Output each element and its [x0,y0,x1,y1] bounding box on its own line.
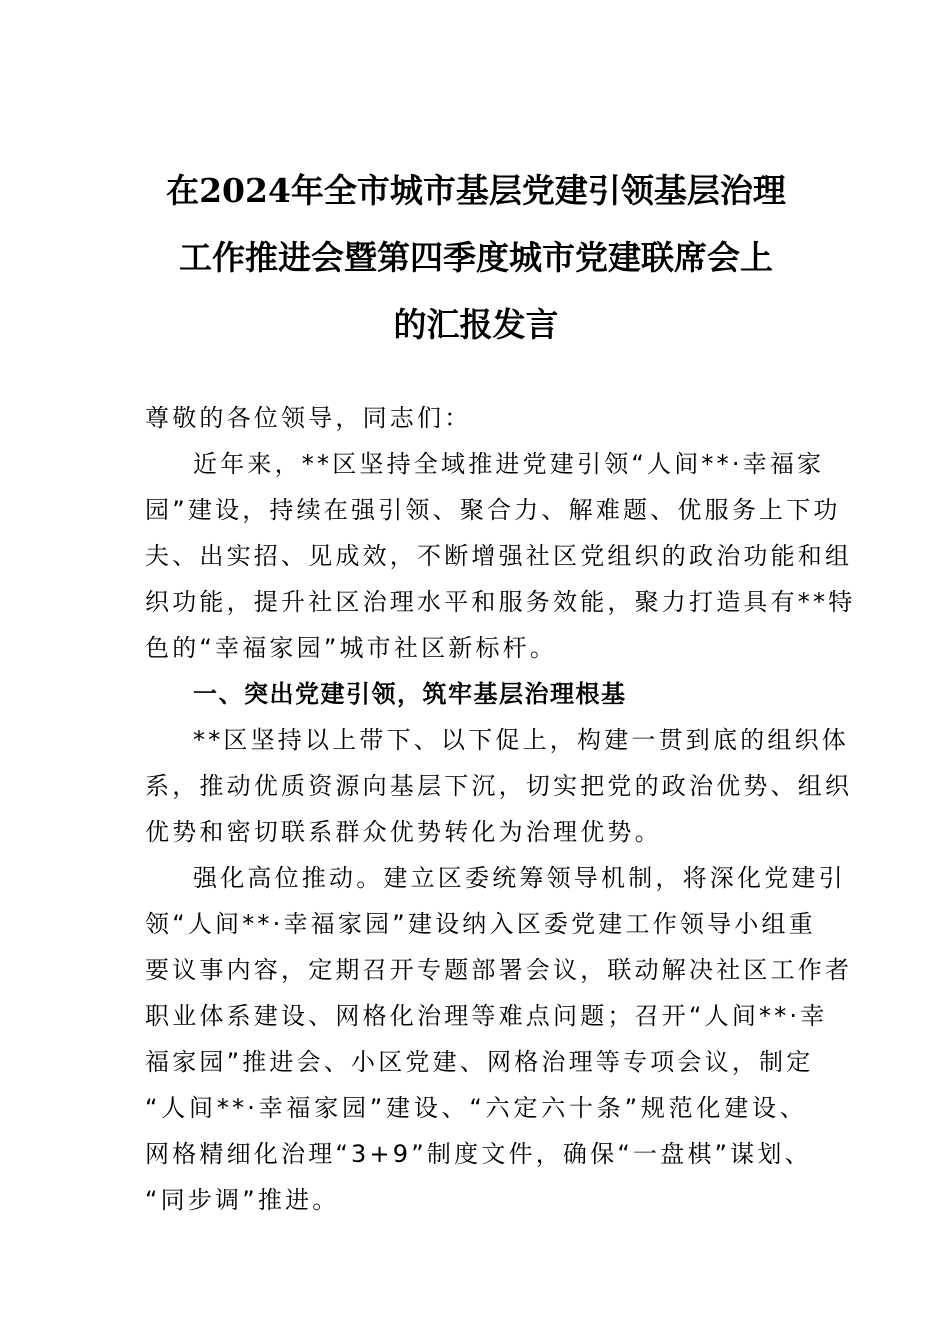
intro-line-4: 织功能，提升社区治理水平和服务效能，聚力打造具有**特 [145,588,856,616]
s1p2-line-1: 强化高位推动。建立区委统筹领导机制，将深化党建引 [193,864,846,892]
title-line-1: 在2024年全市城市基层党建引领基层治理 [166,171,786,210]
intro-line-3: 夫、出实招、见成效，不断增强社区党组织的政治功能和组 [145,542,853,570]
document-body [145,395,856,1223]
s1p2-line-6: “人间**·幸福家园”建设、“六定六十条”规范化建设、 [145,1094,807,1122]
s1p1-line-1: **区坚持以上带下、以下促上，构建一贯到底的组织体 [193,726,849,754]
document-title [145,157,807,358]
s1p2-line-5: 福家园”推进会、小区党建、网格治理等专项会议，制定 [145,1048,814,1076]
title-line-3: 的汇报发言 [393,305,559,344]
salutation: 尊敬的各位领导，同志们： [145,404,472,432]
s1p2-line-3: 要议事内容，定期召开专题部署会议，联动解决社区工作者 [145,956,853,984]
s1p2-line-2: 领“人间**·幸福家园”建设纳入区委党建工作领导小组重 [145,910,816,938]
s1p1-line-3: 优势和密切联系群众优势转化为治理优势。 [145,818,662,846]
s1p2-line-8: “同步调”推进。 [145,1186,340,1214]
title-line-2: 工作推进会暨第四季度城市党建联席会上 [179,238,773,277]
section-1-paragraph-1 [145,717,853,855]
s1p2-line-7: 网格精细化治理“3+9”制度文件，确保“一盘棋”谋划、 [145,1140,812,1168]
section-1-paragraph-2 [145,855,853,1223]
s1p1-line-2: 系，推动优质资源向基层下沉，切实把党的政治优势、组织 [145,772,853,800]
intro-paragraph [145,441,856,671]
intro-line-2: 园”建设，持续在强引领、聚合力、解难题、优服务上下功 [145,496,841,524]
s1p2-line-4: 职业体系建设、网格化治理等难点问题；召开“人间**·幸 [145,1002,828,1030]
intro-line-1: 近年来，**区坚持全域推进党建引领“人间**·幸福家 [193,450,825,478]
section-1-heading: 一、突出党建引领，筑牢基层治理根基 [193,680,627,708]
intro-line-5: 色的“幸福家园”城市社区新标杆。 [145,634,558,662]
